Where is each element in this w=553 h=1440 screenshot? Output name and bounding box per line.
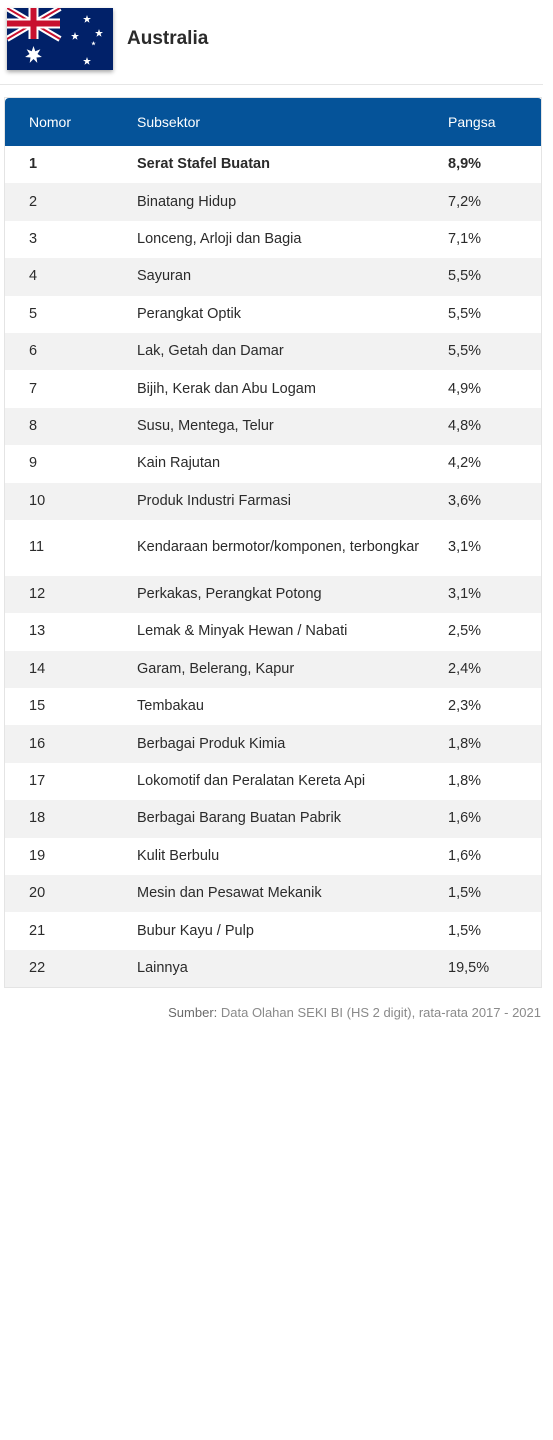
row-number: 3 [29, 230, 38, 247]
row-number: 2 [5, 183, 138, 220]
row-subsector: Kulit Berbulu [137, 847, 220, 864]
row-subsector: Binatang Hidup [137, 183, 448, 220]
row-number: 5 [29, 305, 38, 322]
row-number: 11 [29, 539, 45, 556]
row-share: 3,6% [448, 483, 542, 520]
row-share: 7,2% [448, 183, 542, 220]
column-header-number: Nomor [5, 98, 138, 147]
row-share: 2,4% [448, 651, 542, 688]
row-number: 15 [29, 698, 46, 715]
table-row [5, 950, 542, 988]
table-row [5, 763, 542, 800]
row-number: 4 [5, 258, 138, 295]
row-number: 9 [29, 455, 38, 472]
row-subsector: Lonceng, Arloji dan Bagia [137, 230, 302, 247]
row-share: 1,6% [448, 800, 542, 837]
row-share: 1,5% [448, 875, 542, 912]
row-share: 5,5% [448, 333, 542, 370]
row-number: 22 [5, 950, 138, 988]
row-subsector: Berbagai Barang Buatan Pabrik [137, 800, 448, 837]
australia-flag-icon [7, 8, 113, 70]
row-number: 18 [5, 800, 138, 837]
table-row [5, 912, 542, 949]
row-number: 12 [5, 576, 138, 613]
row-subsector: Produk Industri Farmasi [137, 483, 448, 520]
table-row [5, 688, 542, 725]
row-subsector: Mesin dan Pesawat Mekanik [137, 875, 448, 912]
country-header [0, 0, 543, 85]
row-subsector: Susu, Mentega, Telur [137, 408, 448, 445]
row-subsector: Perangkat Optik [137, 305, 241, 322]
table-row [5, 258, 542, 295]
row-share: 5,5% [448, 305, 482, 322]
row-share: 1,8% [448, 773, 482, 790]
row-subsector: Bubur Kayu / Pulp [137, 922, 254, 939]
row-subsector: Lainnya [137, 950, 448, 988]
table-row [5, 875, 542, 912]
row-number: 17 [29, 773, 46, 790]
row-subsector: Lokomotif dan Peralatan Kereta Api [137, 773, 366, 790]
table-row [5, 221, 542, 258]
data-table [4, 97, 542, 988]
row-share: 7,1% [448, 230, 482, 247]
source-text: Data Olahan SEKI BI (HS 2 digit), rata-rata 2017 - 2021 [217, 1005, 541, 1020]
row-subsector: Berbagai Produk Kimia [137, 725, 448, 762]
row-subsector: Perkakas, Perangkat Potong [137, 576, 448, 613]
column-header-share: Pangsa [448, 98, 542, 147]
row-number: 8 [5, 408, 138, 445]
table-row [5, 408, 542, 445]
table-body [5, 146, 542, 988]
country-name: Australia [127, 28, 209, 49]
row-subsector: Kain Rajutan [137, 455, 221, 472]
row-number: 19 [29, 847, 46, 864]
row-share: 3,1% [448, 539, 482, 556]
row-number: 1 [29, 156, 38, 173]
row-number: 14 [5, 651, 138, 688]
table-row [5, 445, 542, 482]
table-row [5, 483, 542, 520]
row-subsector: Bijih, Kerak dan Abu Logam [137, 380, 316, 397]
row-subsector: Garam, Belerang, Kapur [137, 651, 448, 688]
row-subsector: Lemak & Minyak Hewan / Nabati [137, 623, 348, 640]
table-row [5, 296, 542, 333]
row-number: 13 [29, 623, 46, 640]
row-share: 3,1% [448, 576, 542, 613]
row-share: 1,5% [448, 922, 482, 939]
source-label: Sumber: [168, 1005, 218, 1020]
row-number: 6 [5, 333, 138, 370]
table-row [5, 838, 542, 875]
row-share: 4,9% [448, 380, 482, 397]
row-share: 5,5% [448, 258, 542, 295]
row-number: 16 [5, 725, 138, 762]
row-subsector: Sayuran [137, 258, 448, 295]
table-row [5, 370, 542, 407]
row-share: 1,8% [448, 725, 542, 762]
row-number: 10 [5, 483, 138, 520]
row-share: 4,2% [448, 455, 482, 472]
row-number: 21 [29, 922, 46, 939]
column-header-subsector: Subsektor [137, 98, 448, 147]
row-share: 1,6% [448, 847, 482, 864]
subsector-share-table [4, 97, 542, 988]
row-subsector: Tembakau [137, 698, 204, 715]
row-share: 2,3% [448, 698, 482, 715]
row-number: 7 [29, 380, 38, 397]
row-share: 19,5% [448, 950, 542, 988]
table-header-row [5, 98, 542, 147]
table-row [5, 520, 542, 576]
table-row [5, 576, 542, 613]
table-row [5, 183, 542, 220]
table-row [5, 333, 542, 370]
table-row [5, 800, 542, 837]
row-share: 2,5% [448, 623, 482, 640]
row-number: 20 [5, 875, 138, 912]
row-subsector: Serat Stafel Buatan [137, 156, 270, 173]
row-share: 4,8% [448, 408, 542, 445]
table-row [5, 146, 542, 183]
source-note [168, 1005, 541, 1020]
row-share: 8,9% [448, 156, 482, 173]
table-row [5, 651, 542, 688]
table-row [5, 613, 542, 650]
row-subsector: Kendaraan bermotor/komponen, terbongkar [137, 539, 420, 556]
row-subsector: Lak, Getah dan Damar [137, 333, 448, 370]
table-row [5, 725, 542, 762]
